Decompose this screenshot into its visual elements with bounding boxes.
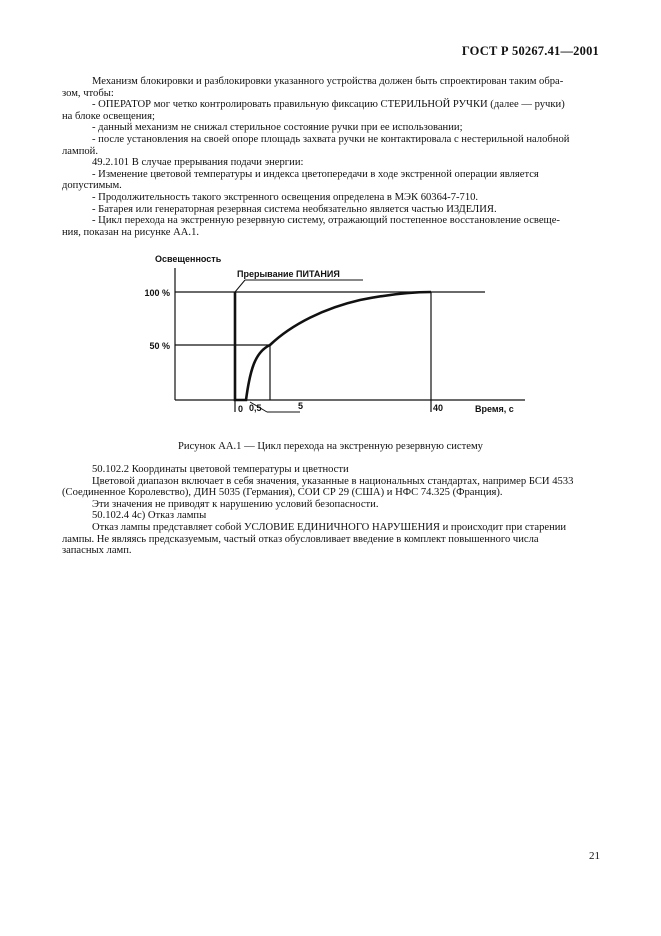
chart-svg xyxy=(120,252,540,422)
paragraph: Цветовой диапазон включает в себя значения, указанные в национальных стандартах, например БСИ 4533 xyxy=(92,475,574,487)
paragraph: - Цикл перехода на экстренную резервную систему, отражающий постепенное восстановление освеще- xyxy=(92,215,560,227)
x-tick-0: 0 xyxy=(238,404,244,414)
paragraph: допустимым. xyxy=(62,180,122,192)
body-text-bottom xyxy=(62,464,598,557)
x-tick-5: 5 xyxy=(298,401,304,411)
paragraph: запасных ламп. xyxy=(62,545,132,557)
body-text-top xyxy=(62,76,598,238)
paragraph: - после установления на своей опоре площадь захвата ручки не контактировала с нестерильной налобной xyxy=(92,133,570,145)
figure-caption: Рисунок АА.1 — Цикл перехода на экстренную резервную систему xyxy=(178,441,483,452)
paragraph: (Соединенное Королевство), ДИН 5035 (Германия), СОИ СР 29 (США) и НФС 74.325 (Франция). xyxy=(62,487,503,499)
paragraph: - ОПЕРАТОР мог четко контролировать правильную фиксацию СТЕРИЛЬНОЙ РУЧКИ (далее — ручки) xyxy=(92,99,565,111)
x-tick-40: 40 xyxy=(433,403,444,413)
paragraph: 50.102.2 Координаты цветовой температуры и цветности xyxy=(92,464,349,475)
paragraph: - Изменение цветовой температуры и индекса цветопередачи в ходе экстренной операции является xyxy=(92,168,539,180)
paragraph: 49.2.101 В случае прерывания подачи энергии: xyxy=(92,157,304,169)
paragraph: ния, показан на рисунке АА.1. xyxy=(62,226,200,238)
annotation-leader xyxy=(235,280,245,292)
paragraph: Эти значения не приводят к нарушению условий безопасности. xyxy=(92,498,379,510)
paragraph: Механизм блокировки и разблокировки указанного устройства должен быть спроектирован таким обра- xyxy=(92,76,564,87)
paragraph: - данный механизм не снижал стерильное состояние ручки при ее использовании; xyxy=(92,122,463,134)
paragraph: - Батарея или генераторная резервная система необязательно является частью ИЗДЕЛИЯ. xyxy=(92,203,497,215)
figure-chart xyxy=(120,252,540,422)
paragraph: Отказ лампы представляет собой УСЛОВИЕ ЕДИНИЧНОГО НАРУШЕНИЯ и происходит при старении xyxy=(92,521,567,533)
y-tick-50: 50 % xyxy=(149,341,170,351)
y-tick-100: 100 % xyxy=(144,288,170,298)
paragraph: на блоке освещения; xyxy=(62,110,155,122)
document-header: ГОСТ Р 50267.41—2001 xyxy=(461,44,599,58)
y-axis-label: Освещенность xyxy=(155,254,222,264)
paragraph: лампой. xyxy=(62,145,98,157)
paragraph: 50.102.4 4с) Отказ лампы xyxy=(92,510,207,522)
paragraph: лампы. Не являясь предсказуемым, частый отказ обусловливает введение в комплект повышенного числа xyxy=(62,533,539,545)
annotation-label: Прерывание ПИТАНИЯ xyxy=(237,269,340,279)
illuminance-curve xyxy=(235,292,431,400)
paragraph: - Продолжительность такого экстренного освещения определена в МЭК 60364-7-710. xyxy=(92,191,479,203)
page-number: 21 xyxy=(589,850,600,862)
paragraph: зом, чтобы: xyxy=(62,87,114,99)
x-axis-label: Время, с xyxy=(475,404,514,414)
x-tick-0-5: 0,5 xyxy=(249,403,262,413)
